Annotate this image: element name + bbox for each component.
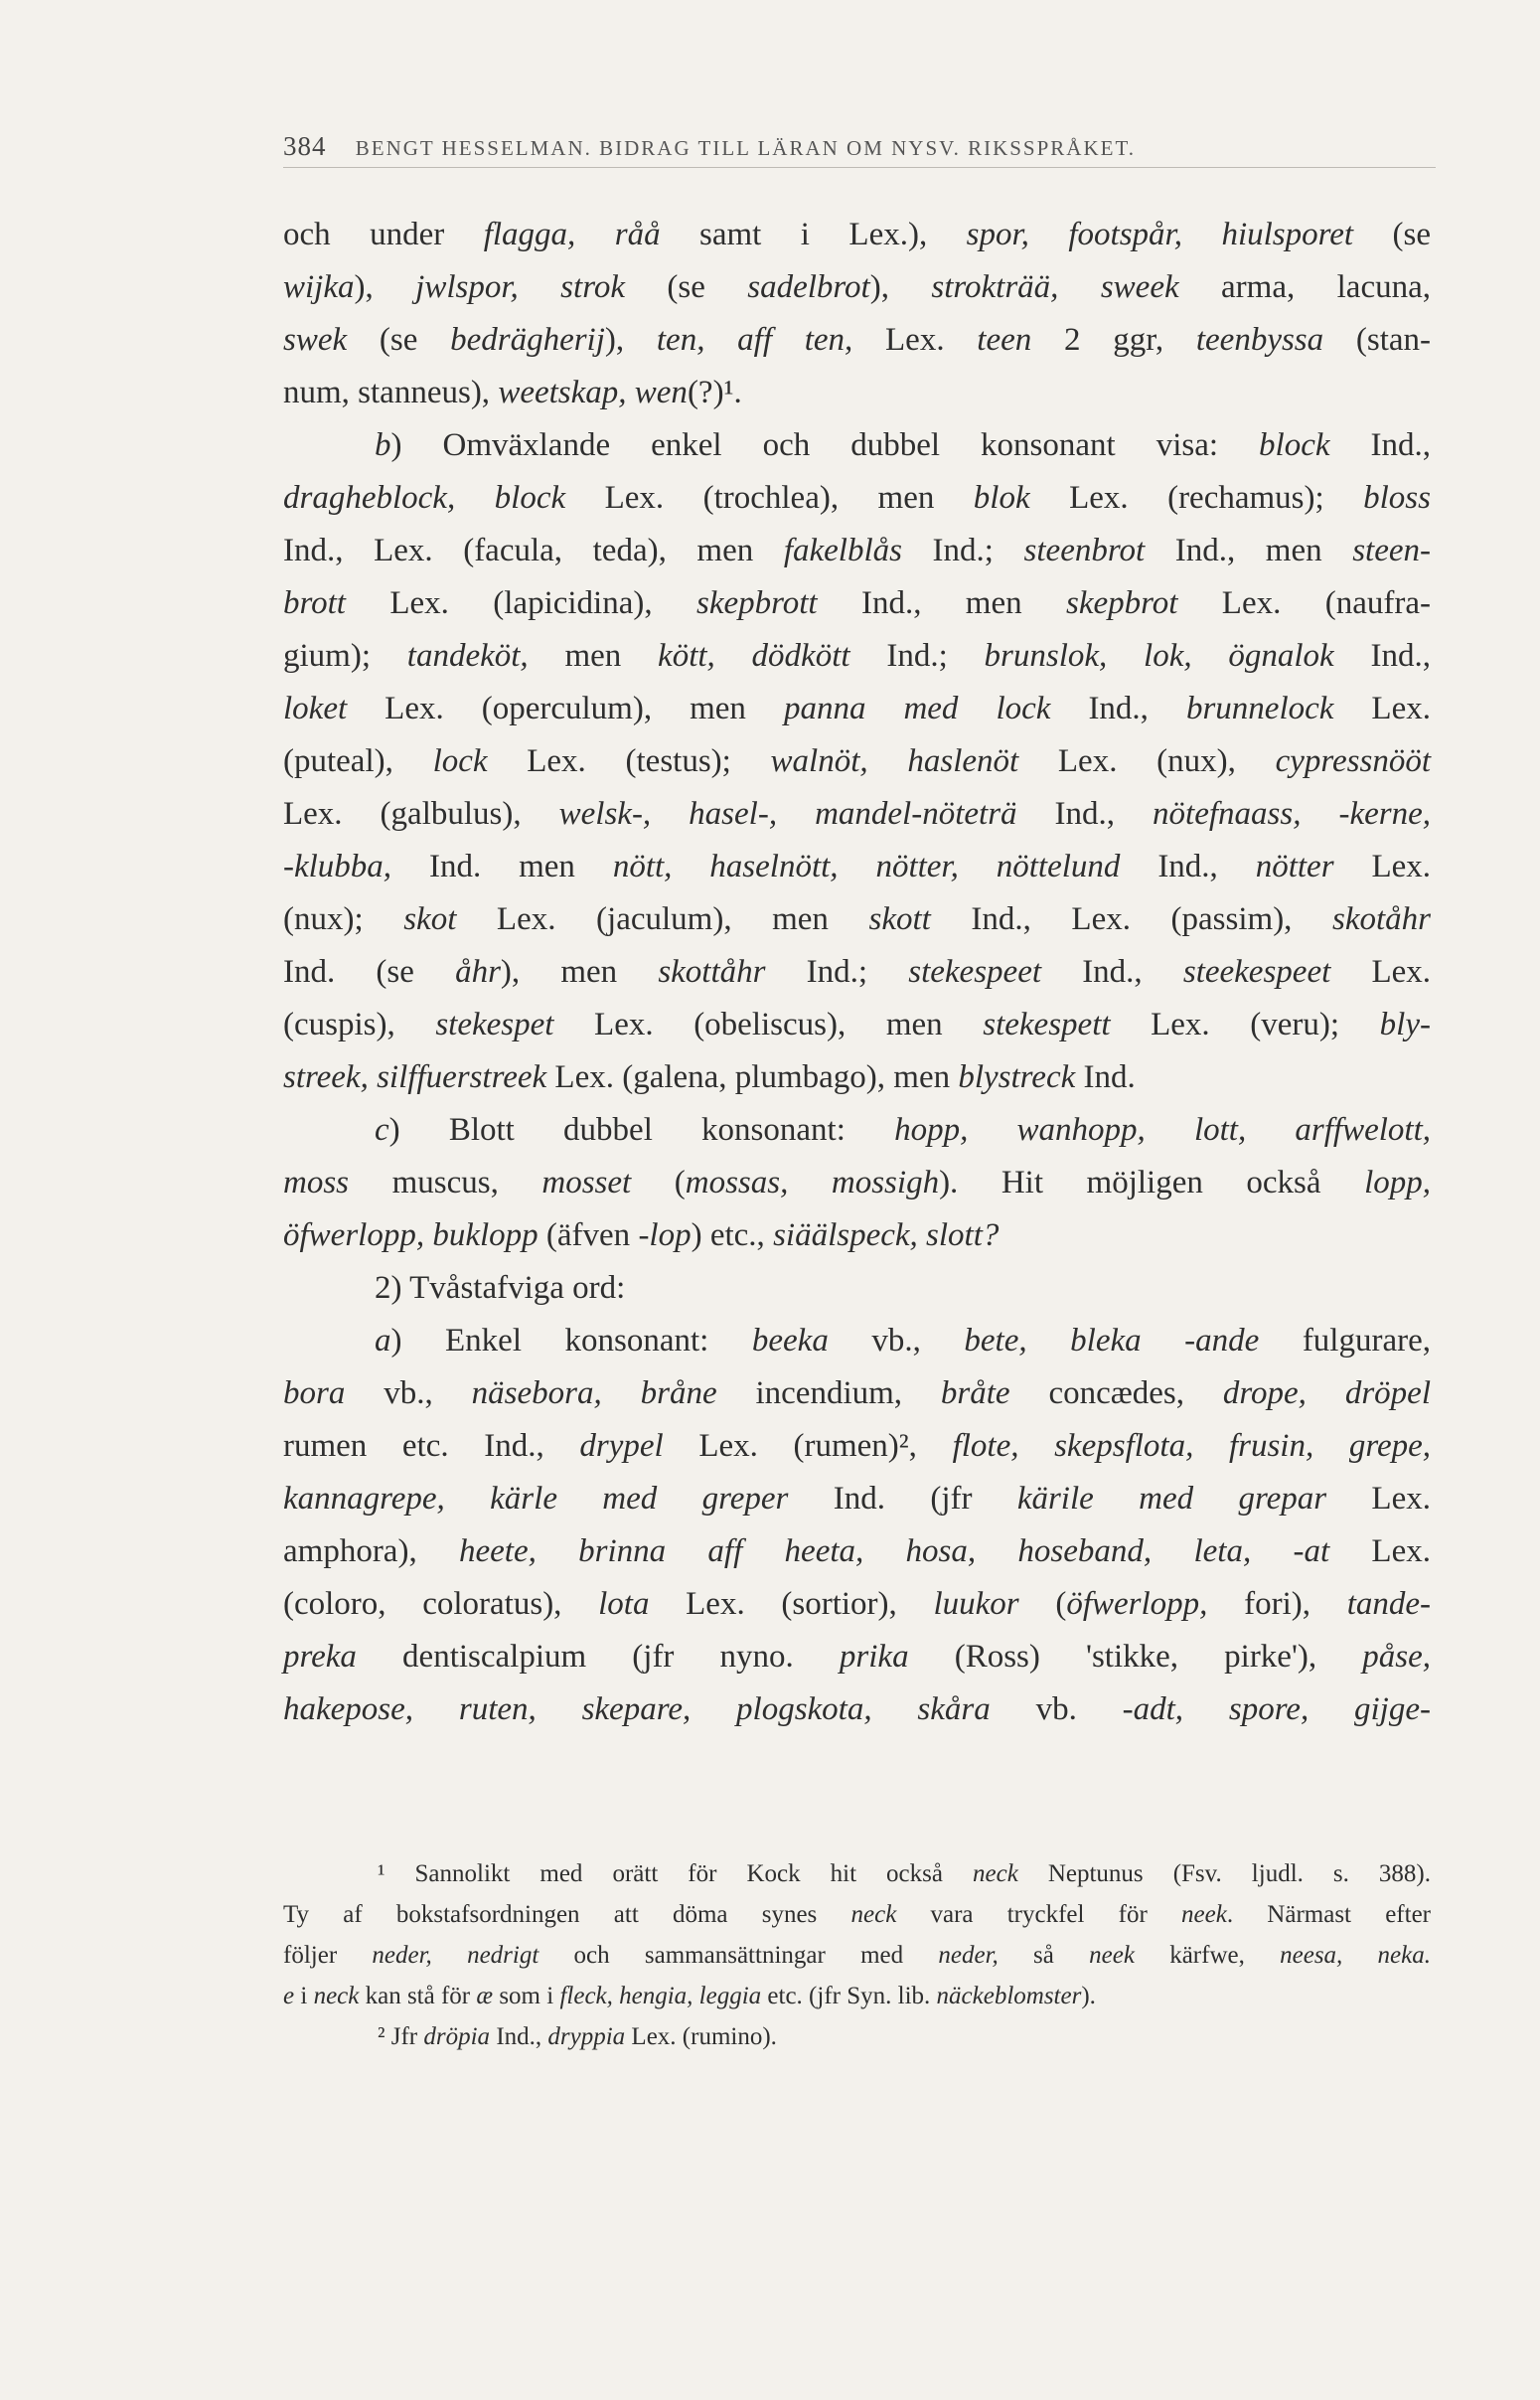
text-line: (cuspis), stekespet Lex. (obeliscus), men stekespett Lex. (veru); bly- (283, 1007, 1431, 1042)
text-line: preka dentiscalpium (jfr nyno. prika (Ross) 'stikke, pirke'), påse, (283, 1639, 1432, 1675)
text-line: (puteal), lock Lex. (testus); walnöt, haslenöt Lex. (nux), cypressnööt (283, 743, 1432, 779)
footnote-line: Ty af bokstafsordningen att döma synes neck vara tryckfel för neek. Närmast efter (283, 1901, 1431, 1928)
text-line: (coloro, coloratus), lota Lex. (sortior), luukor (öfwerlopp, fori), tande- (283, 1586, 1431, 1622)
text-line: och under flagga, råå samt i Lex.), spor, footspår, hiulsporet (se (283, 217, 1431, 252)
text-line: öfwerlopp, buklopp (äfven -lop) etc., siäälspeck, slott? (283, 1217, 1000, 1253)
text-line: Lex. (galbulus), welsk-, hasel-, mandel-nöteträ Ind., nötefnaass, -kerne, (283, 796, 1431, 832)
text-line: dragheblock, block Lex. (trochlea), men blok Lex. (rechamus); bloss (283, 480, 1431, 516)
main-text (283, 209, 1431, 1736)
text-line: hakepose, ruten, skepare, plogskota, skåra vb. -adt, spore, gijge- (283, 1691, 1431, 1727)
text-line: b) Omväxlande enkel och dubbel konsonant visa: block Ind., (375, 427, 1431, 463)
footnote-line: ² Jfr dröpia Ind., dryppia Lex. (rumino). (378, 2023, 777, 2050)
running-title: BENGT HESSELMAN. BIDRAG TILL LÄRAN OM NYSV. RIKSSPRÅKET. (355, 136, 1136, 160)
text-line: bora vb., näsebora, bråne incendium, bråte concædes, drope, dröpel (283, 1375, 1431, 1411)
text-line: c) Blott dubbel konsonant: hopp, wanhopp, lott, arffwelott, (375, 1112, 1431, 1148)
footnote-line: följer neder, nedrigt och sammansättningar med neder, så neek kärfwe, neesa, neka. (283, 1942, 1432, 1969)
footnote-line: e i neck kan stå för æ som i fleck, hengia, leggia etc. (jfr Syn. lib. näckeblomster). (283, 1983, 1096, 2009)
text-line: num, stanneus), weetskap, wen(?)¹. (283, 375, 742, 410)
text-line: moss muscus, mosset (mossas, mossigh). Hit möjligen också lopp, (283, 1165, 1431, 1200)
text-line: -klubba, Ind. men nött, haselnött, nötter, nöttelund Ind., nötter Lex. (283, 849, 1431, 884)
footnotes (283, 1853, 1431, 2057)
footnote-line: ¹ Sannolikt med orätt för Kock hit också neck Neptunus (Fsv. ljudl. s. 388). (378, 1860, 1431, 1887)
text-line: 2) Tvåstafviga ord: (375, 1270, 626, 1306)
text-line: amphora), heete, brinna aff heeta, hosa, hoseband, leta, -at Lex. (283, 1533, 1431, 1569)
text-line: rumen etc. Ind., drypel Lex. (rumen)², flote, skepsflota, frusin, grepe, (283, 1428, 1432, 1464)
page-number: 384 (283, 131, 327, 161)
text-line: gium); tandeköt, men kött, dödkött Ind.; brunslok, lok, ögnalok Ind., (283, 638, 1431, 674)
text-line: streek, silffuerstreek Lex. (galena, plumbago), men blystreck Ind. (283, 1059, 1136, 1095)
text-line: Ind. (se åhr), men skottåhr Ind.; stekespeet Ind., steekespeet Lex. (283, 954, 1431, 990)
text-line: Ind., Lex. (facula, teda), men fakelblås Ind.; steenbrot Ind., men steen- (283, 533, 1431, 568)
text-line: loket Lex. (operculum), men panna med lock Ind., brunnelock Lex. (283, 691, 1431, 726)
text-line: a) Enkel konsonant: beeka vb., bete, bleka -ande fulgurare, (375, 1323, 1431, 1359)
running-header (283, 131, 1436, 162)
text-line: swek (se bedrägherij), ten, aff ten, Lex. teen 2 ggr, teenbyssa (stan- (283, 322, 1432, 358)
header-rule (283, 167, 1436, 168)
text-line: kannagrepe, kärle med greper Ind. (jfr kärile med grepar Lex. (283, 1481, 1431, 1517)
text-line: (nux); skot Lex. (jaculum), men skott Ind., Lex. (passim), skotåhr (283, 901, 1431, 937)
text-line: wijka), jwlspor, strok (se sadelbrot), strokträä, sweek arma, lacuna, (283, 269, 1431, 305)
text-line: brott Lex. (lapicidina), skepbrott Ind., men skepbrot Lex. (naufra- (283, 585, 1431, 621)
